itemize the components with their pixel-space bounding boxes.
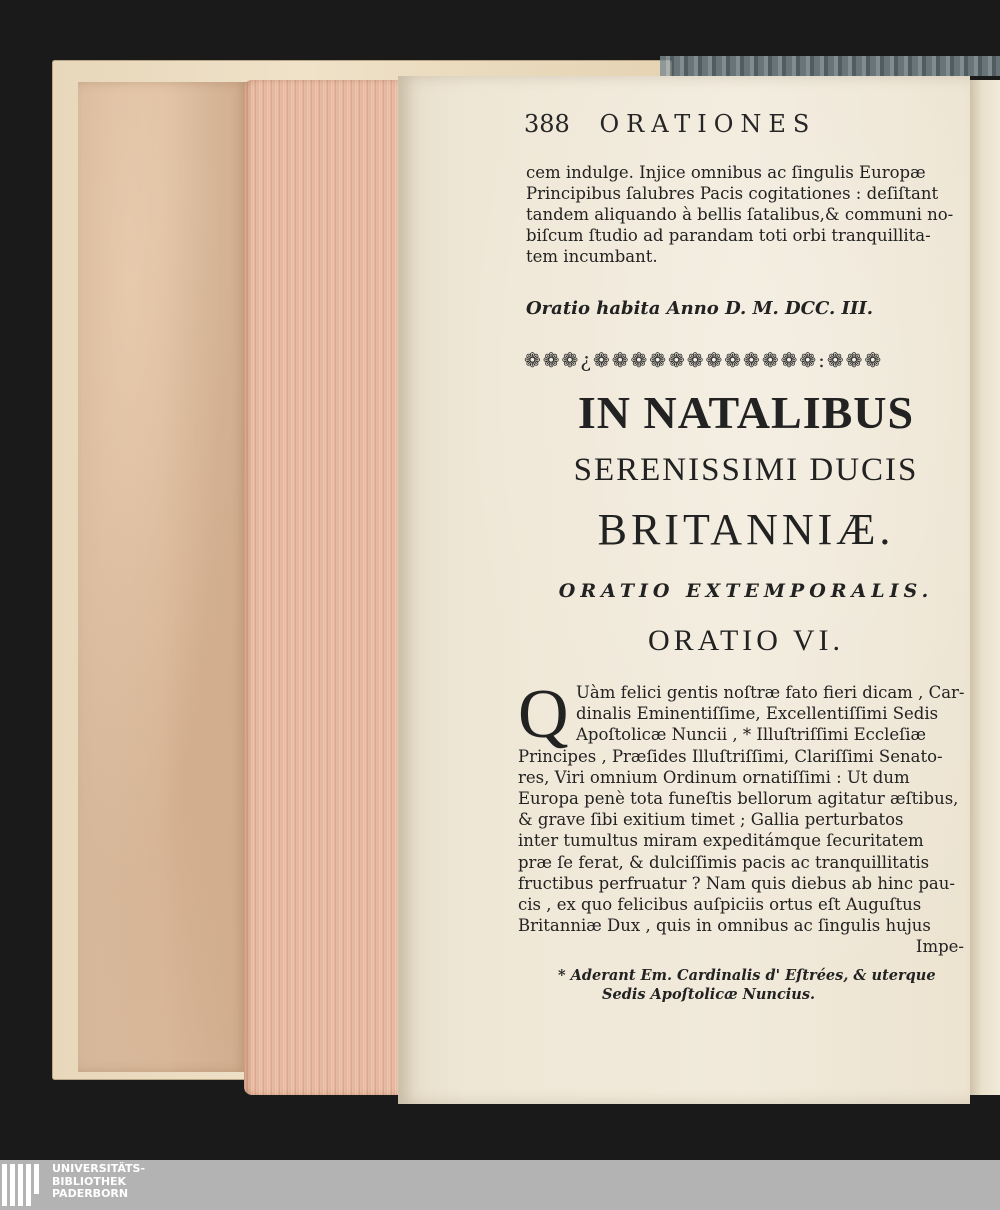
title-line-1: IN NATALIBUS: [577, 387, 915, 438]
text-line: Apoſtolicæ Nuncii , * Illuſtriſſimi Eccleſiæ: [576, 725, 927, 745]
page-header: [524, 110, 964, 138]
text-line: biſcum ſtudio ad parandam toti orbi tranquillita-: [526, 226, 931, 245]
text-line: & grave ſibi exitium timet ; Gallia perturbatos: [518, 810, 904, 830]
text-line: res, Viri omnium Ordinum ornatiſſimi : Ut dum: [518, 767, 910, 787]
text-line: Europa penè tota funeſtis bellorum agitatur æſtibus,: [518, 789, 959, 809]
ornament-border: ❁❁❁¿❁❁❁❁❁❁❁❁❁❁❁❁:❁❁❁: [524, 348, 884, 372]
body-text: [518, 676, 965, 958]
footnote-line: * Aderant Em. Cardinalis d' Eſtrées, & uterque: [558, 967, 936, 984]
oration-heading: ORATIO VI.: [647, 624, 845, 657]
footnote-line: Sedis Apoſtolicæ Nuncius.: [602, 986, 816, 1003]
page-number: 388: [524, 110, 570, 138]
text-line: tandem aliquando à bellis ſatalibus,& communi no-: [526, 205, 954, 224]
library-name-line: BIBLIOTHEK: [52, 1174, 127, 1188]
inside-cover-board: [78, 82, 248, 1072]
title-line-3: BRITANNIÆ.: [597, 505, 895, 554]
text-line: Britanniæ Dux , quis in omnibus ac ſingulis hujus: [518, 916, 931, 936]
text-line: Principes , Præſides Illuſtriſſimi, Clariſſimi Senato-: [518, 746, 943, 766]
text-line: præ ſe ferat, & dulciſſimis pacis ac tranquillitatis: [518, 852, 930, 872]
text-line: Uàm felici gentis noſtræ fato fieri dicam , Car-: [576, 683, 965, 702]
catchword: Impe-: [915, 937, 964, 957]
library-name-line: PADERBORN: [52, 1187, 129, 1200]
text-line: tem incumbant.: [526, 247, 658, 266]
library-name[interactable]: [52, 1163, 145, 1201]
footnote: [558, 966, 964, 1004]
text-line: cem indulge. Injice omnibus ac ſingulis Europæ: [526, 163, 926, 182]
title-line-2: SERENISSIMI DUCIS: [573, 452, 919, 488]
library-logo-icon: [2, 1164, 44, 1206]
library-name-line: UNIVERSITÄTS-: [52, 1162, 146, 1175]
running-head: ORATIONES: [599, 110, 817, 138]
text-line: cis , ex quo felicibus auſpiciis ortus eſt Auguſtus: [518, 895, 922, 915]
closing-paragraph: [526, 162, 966, 267]
next-page-edge: [968, 80, 1000, 1095]
subtitle: ORATIO EXTEMPORALIS.: [558, 580, 934, 602]
drop-cap: Q: [518, 676, 569, 753]
binding-edge: [660, 56, 1000, 76]
page-edges: [244, 80, 404, 1095]
text-line: Principibus ſalubres Pacis cogitationes : deſiſtant: [526, 184, 939, 203]
text-line: inter tumultus miram expeditámque ſecuritatem: [518, 831, 924, 851]
book-page: [398, 76, 970, 1104]
dateline: Oratio habita Anno D. M. DCC. III.: [526, 298, 874, 319]
text-line: dinalis Eminentiſſime, Excellentiſſimi Sedis: [576, 704, 939, 724]
text-line: fructibus perfruatur ? Nam quis diebus ab hinc pau-: [518, 873, 955, 893]
footer-bar: [0, 1160, 1000, 1210]
